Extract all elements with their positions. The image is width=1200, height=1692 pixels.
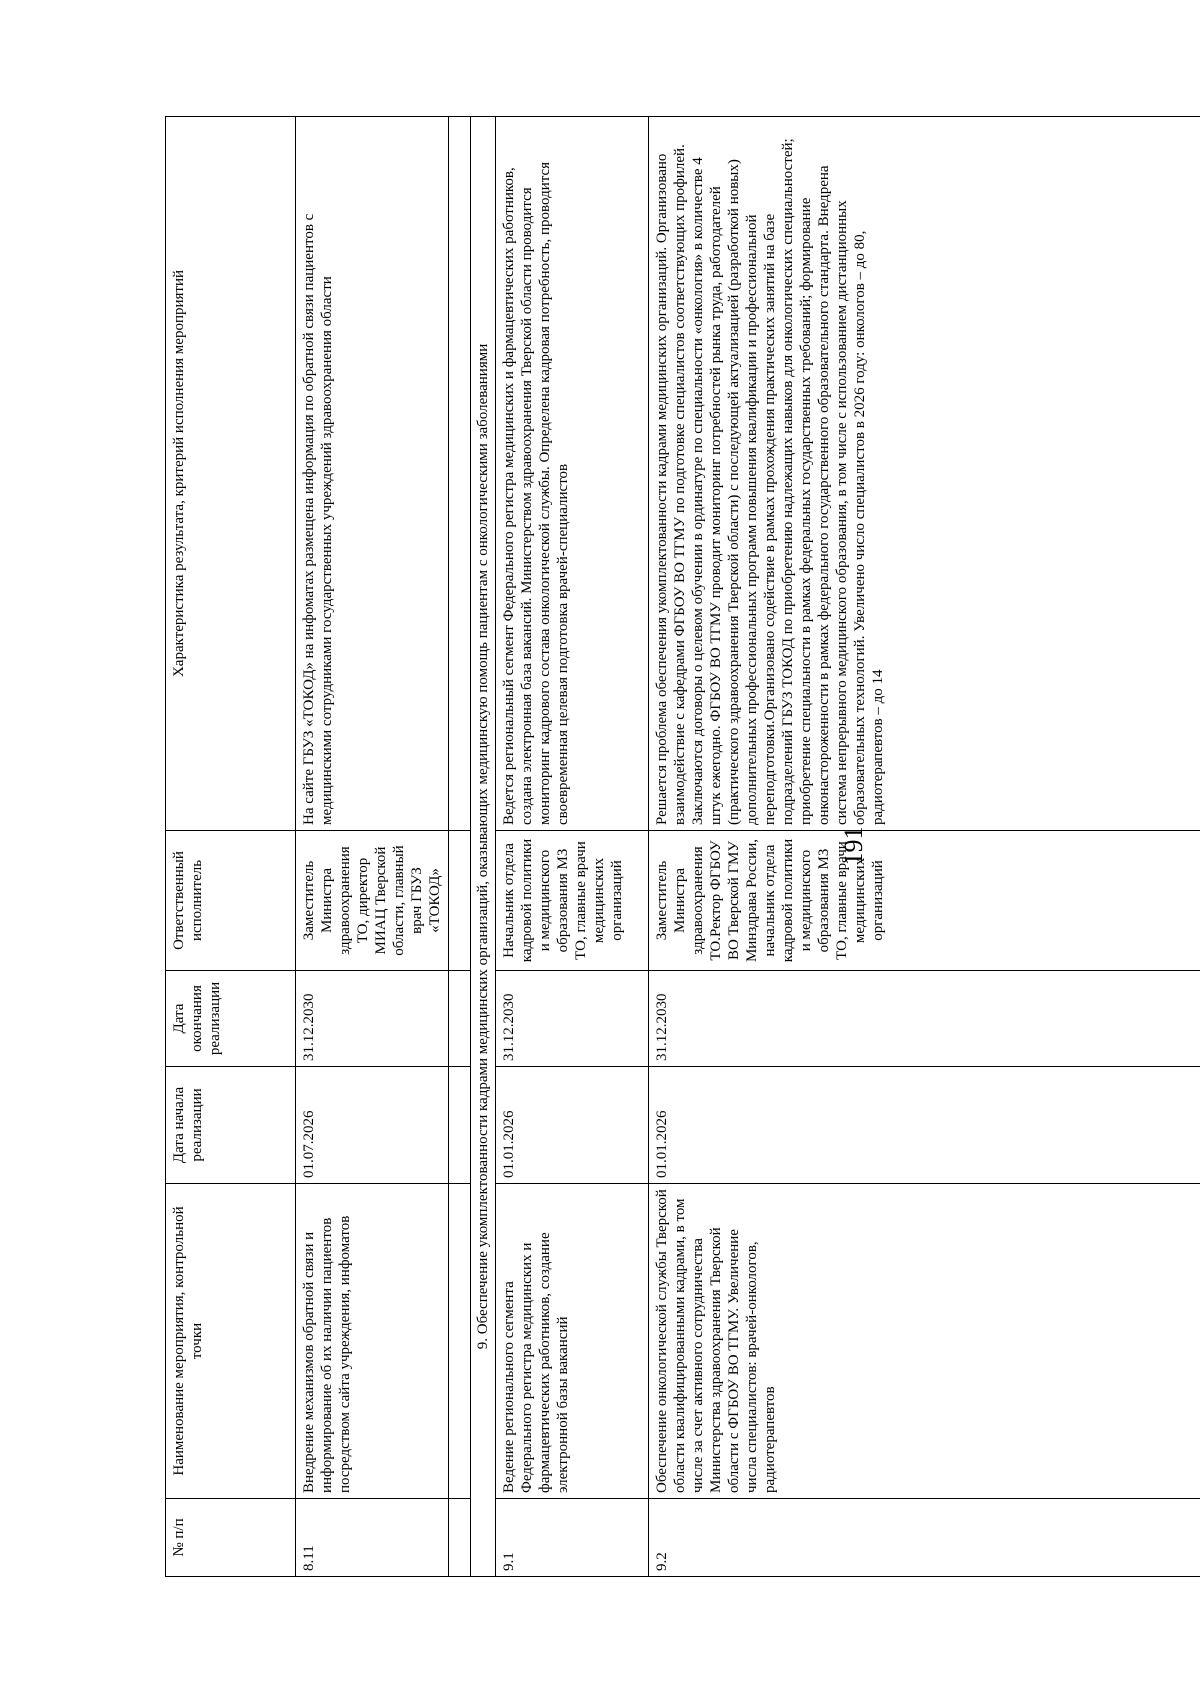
table-row bbox=[296, 117, 449, 1577]
row-end: 31.12.2030 bbox=[296, 971, 449, 1067]
empty-spacer-row bbox=[449, 117, 471, 1577]
row-start: 01.01.2026 bbox=[496, 1067, 649, 1184]
header-start: Дата начала реализации bbox=[166, 1067, 296, 1184]
plan-table bbox=[165, 116, 1200, 1577]
row-result: Ведется региональный сегмент Федерального регистра медицинских и фармацевтических работников, создана электронная база вакансий. Министерством здравоохранения Тверской области проводится мониторинг кадрового состава онкологической службы. Определена кадровая потребность, проводится своевременная целевая подготовка врачей-специалистов bbox=[496, 117, 649, 831]
header-end: Дата окончания реализации bbox=[166, 971, 296, 1067]
section-title: 9. Обеспечение укомплектованности кадрами медицинских организаций, оказывающих медицинскую помощь пациентам с онкологическими заболеваниями bbox=[471, 117, 496, 1577]
row-responsible: Заместитель Министра здравоохранения ТО.Ректор ФГБОУ ВО Тверской ГМУ Минздрава России, начальник отдела кадровой политики и медицинского образования МЗ ТО, главные врачи медицинских организаций bbox=[649, 831, 1200, 971]
row-result: Решается проблема обеспечения укомплектованности кадрами медицинских организаций. Организовано взаимодействие с кафедрами ФГБОУ ВО ТГМУ по подготовке специалистов соответствующих профилей. Заключаются договоры о целевом обучении в ординатуре по специальности «онкология» в количестве 4 штук ежегодно. ФГБОУ ВО ТГМУ проводит мониторинг потребностей рынка труда, работодателей (практического здравоохранения Тверской области) с последующей актуализацией (разработкой новых) дополнительных профессиональных программ повышения квалификации и профессиональной переподготовки.Организовано содействие в рамках прохождения практических занятий на базе подразделений ГБУЗ ТОКОД по приобретению надлежащих навыков для онкологических специальностей; приобретение специальности в рамках федеральных государственных требований; формирование онконастороженности в рамках федерального государственного образовательного стандарта. Внедрена система непрерывного медицинского образования, в том числе с использованием дистанционных образовательных технологий. Увеличено число специалистов в 2026 году: онкологов – до 80, радиотерапевтов – до 14 bbox=[649, 117, 1200, 831]
page-number: 191 bbox=[839, 826, 868, 866]
row-start: 01.07.2026 bbox=[296, 1067, 449, 1184]
table-row bbox=[649, 117, 1200, 1577]
row-responsible: Заместитель Министра здравоохранения ТО, директор МИАЦ Тверской области, главный врач ГБУЗ «ТОКОД» bbox=[296, 831, 449, 971]
rotated-table-container bbox=[165, 117, 1200, 1577]
header-num: № п/п bbox=[166, 1499, 296, 1577]
row-name: Ведение регионального сегмента Федерального регистра медицинских и фармацевтических работников, создание электронной базы вакансий bbox=[496, 1184, 649, 1499]
header-responsible: Ответственный исполнитель bbox=[166, 831, 296, 971]
row-result: На сайте ГБУЗ «ТОКОД» на инфоматах размещена информация по обратной связи пациентов с медицинскими сотрудниками государственных учреждений здравоохранения области bbox=[296, 117, 449, 831]
row-start: 01.01.2026 bbox=[649, 1067, 1200, 1184]
row-responsible: Начальник отдела кадровой политики и медицинского образования МЗ ТО, главные врачи медицинских организаций bbox=[496, 831, 649, 971]
row-num: 9.1 bbox=[496, 1499, 649, 1577]
table-row bbox=[496, 117, 649, 1577]
header-result: Характеристика результата, критерий исполнения мероприятий bbox=[166, 117, 296, 831]
row-end: 31.12.2030 bbox=[649, 971, 1200, 1067]
row-num: 9.2 bbox=[649, 1499, 1200, 1577]
table-header-row bbox=[166, 117, 296, 1577]
row-name: Внедрение механизмов обратной связи и информирование об их наличии пациентов посредством сайта учреждения, инфоматов bbox=[296, 1184, 449, 1499]
row-end: 31.12.2030 bbox=[496, 971, 649, 1067]
row-num: 8.11 bbox=[296, 1499, 449, 1577]
row-name: Обеспечение онкологической службы Тверской области квалифицированными кадрами, в том числе за счет активного сотрудничества Министерства здравоохранения Тверской области с ФГБОУ ВО ТГМУ. Увеличение числа специалистов: врачей-онкологов, радиотерапевтов bbox=[649, 1184, 1200, 1499]
section-heading-row bbox=[471, 117, 496, 1577]
header-name: Наименование мероприятия, контрольной точки bbox=[166, 1184, 296, 1499]
